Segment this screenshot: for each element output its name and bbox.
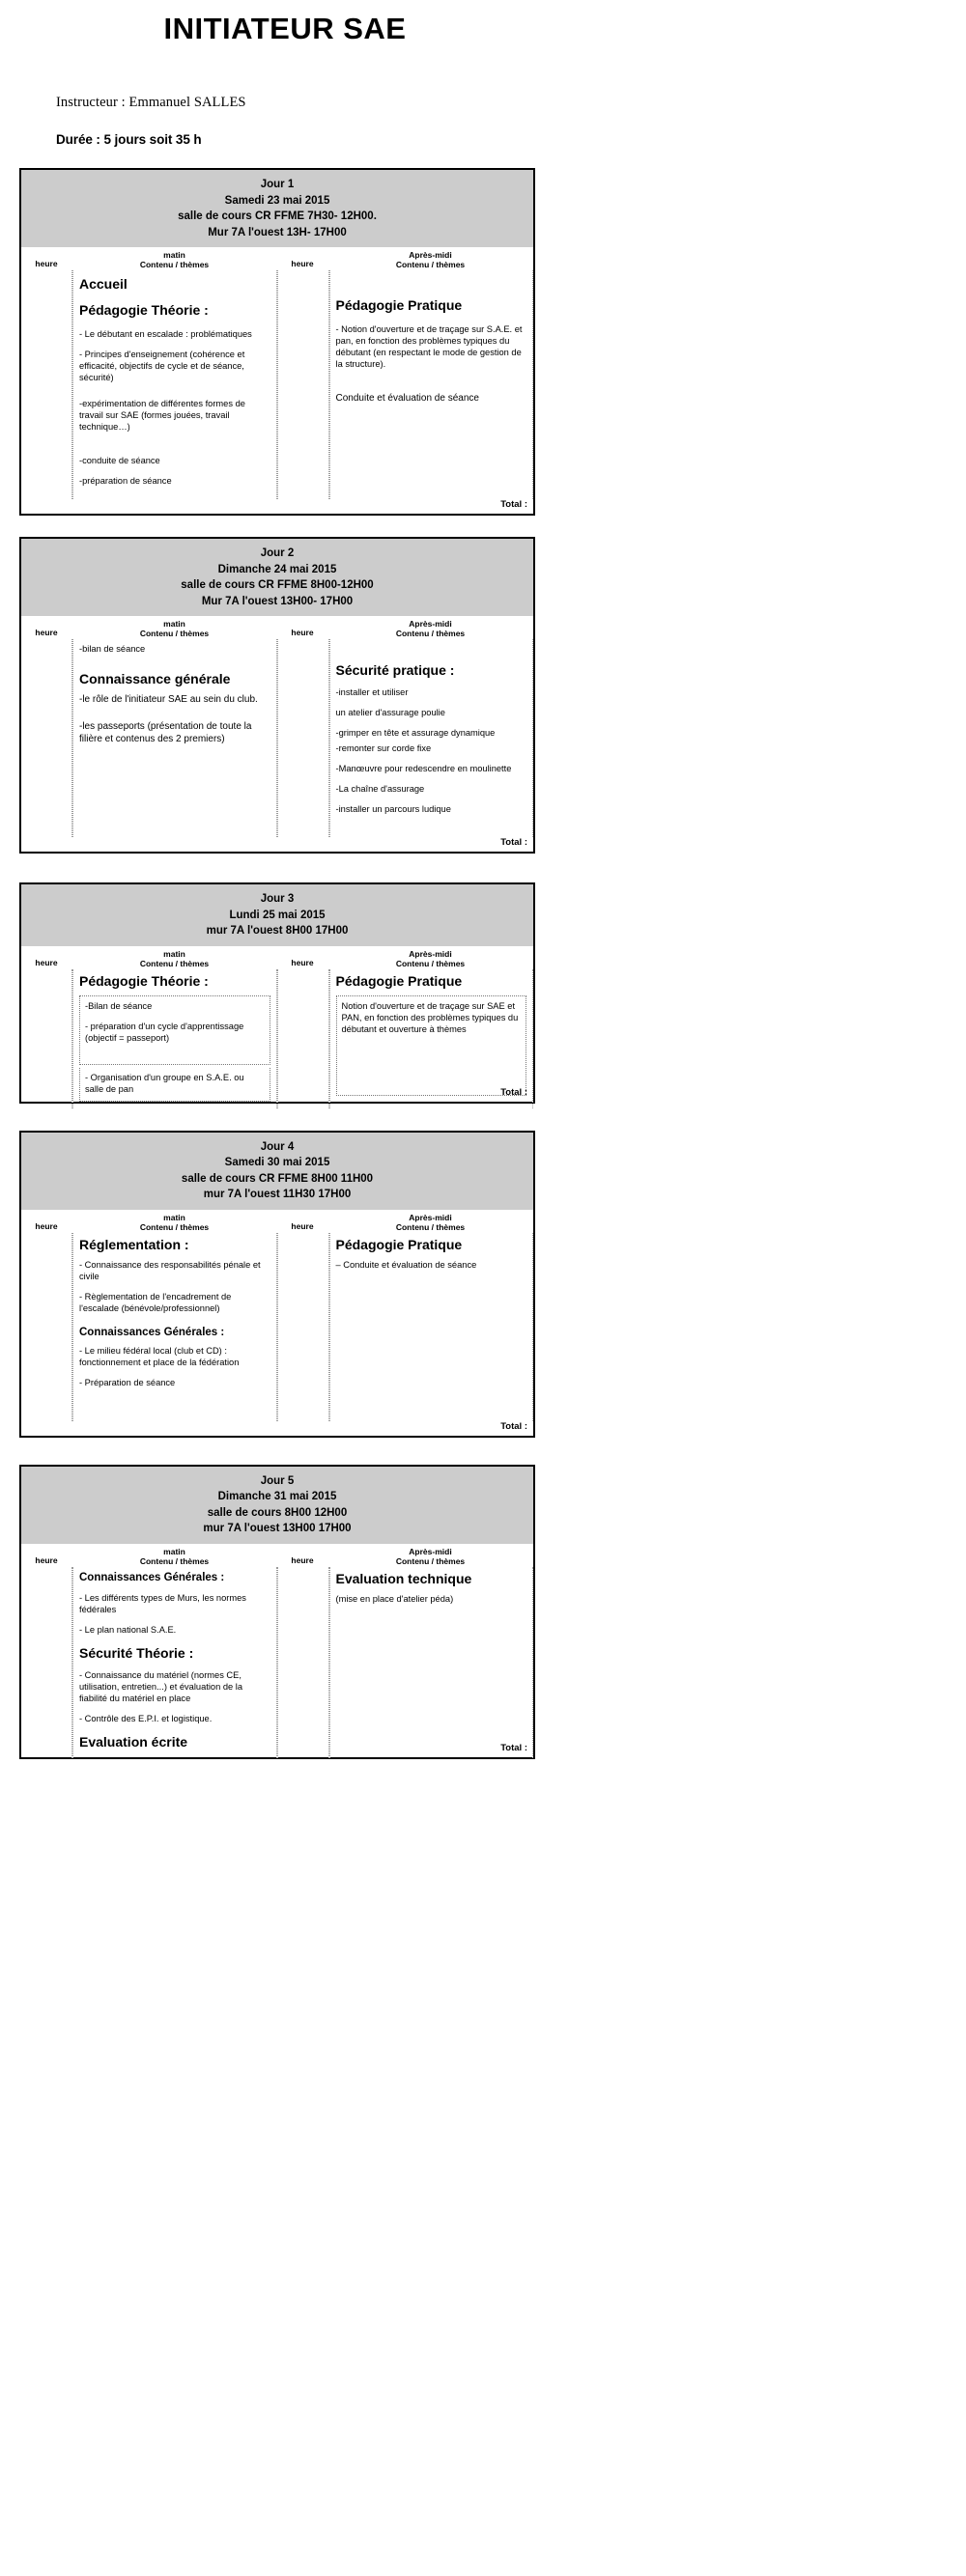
columns-header [21, 946, 533, 969]
content-line: -préparation de séance [79, 476, 172, 486]
column-label-heure-morning: heure [35, 259, 58, 268]
content-column-afternoon [329, 1233, 534, 1421]
section-subheading: Connaissances Générales : [79, 1326, 225, 1338]
column-label-matin: matin [163, 1546, 185, 1556]
hour-column-morning [21, 1567, 72, 1758]
column-label-apres-midi: Après-midi [409, 1212, 452, 1222]
day-block-jour-4 [19, 1131, 535, 1438]
day-block-jour-1 [19, 168, 535, 516]
day-header-line: Dimanche 24 mai 2015 [217, 563, 337, 575]
column-label-heure-morning: heure [35, 1220, 58, 1231]
total-label: Total : [500, 499, 527, 510]
boxed-content [79, 995, 270, 1065]
day-header-line: Samedi 30 mai 2015 [224, 1157, 330, 1168]
total-label: Total : [500, 837, 527, 848]
column-label-heure-afternoon: heure [291, 628, 314, 637]
column-label-morning [71, 619, 277, 638]
total-row [21, 1421, 533, 1436]
content-column-afternoon [329, 1567, 534, 1758]
column-label-heure-morning: heure [35, 1554, 58, 1565]
total-row [21, 499, 533, 514]
day-block-jour-2 [19, 537, 535, 854]
content-line: -conduite de séance [79, 456, 160, 465]
day-header-jour-2 [21, 539, 533, 616]
column-label-morning [71, 949, 277, 968]
columns-body [21, 969, 533, 1108]
hour-column-morning [21, 1233, 72, 1421]
hour-column-afternoon [277, 270, 329, 499]
content-line: -les passeports (présentation de toute la filière et contenus des 2 premiers) [79, 721, 252, 744]
section-heading: Accueil [79, 276, 128, 292]
day-header-jour-1 [21, 170, 533, 247]
column-label-contenu: Contenu / thèmes [139, 260, 210, 269]
content-column-morning [72, 639, 277, 837]
column-label-matin: matin [163, 250, 185, 260]
column-label-contenu: Contenu / thèmes [395, 958, 466, 968]
spacer [79, 441, 270, 455]
content-line: - Les différents types de Murs, les normes fédérales [79, 1592, 246, 1614]
column-label-contenu: Contenu / thèmes [139, 1221, 210, 1232]
columns-header [21, 1210, 533, 1233]
content-line: -remonter sur corde fixe [335, 743, 432, 753]
hour-column-morning [21, 270, 72, 499]
column-label-afternoon [327, 1547, 533, 1566]
columns-header [21, 616, 533, 639]
section-heading: Pédagogie Pratique [335, 297, 463, 313]
content-line: -Bilan de séance [85, 1000, 153, 1011]
spacer [336, 378, 527, 392]
content-column-morning [72, 270, 277, 499]
content-line: -grimper en tête et assurage dynamique [335, 728, 496, 738]
day-header-line: Jour 4 [260, 1140, 295, 1153]
boxed-content-secondary [79, 1068, 270, 1102]
columns-header [21, 247, 533, 270]
column-label-afternoon [327, 949, 533, 968]
content-line: -le rôle de l'initiateur SAE au sein du club. [79, 694, 258, 705]
columns-body [21, 639, 533, 837]
hour-column-afternoon [277, 1567, 329, 1758]
column-label-heure-morning: heure [35, 628, 58, 637]
column-label-apres-midi: Après-midi [409, 619, 452, 629]
section-heading: Pédagogie Théorie : [79, 972, 209, 989]
day-header-line: salle de cours CR FFME 7H30- 12H00. [178, 210, 377, 222]
column-label-contenu: Contenu / thèmes [395, 260, 466, 269]
page-title: INITIATEUR SAE [163, 12, 407, 45]
content-line: - Préparation de séance [79, 1377, 176, 1387]
section-subheading: Connaissances Générales : [79, 1571, 225, 1583]
hour-column-afternoon [277, 1233, 329, 1421]
content-line: - Le plan national S.A.E. [79, 1624, 177, 1635]
day-header-line: Jour 3 [260, 893, 295, 905]
content-line: - Notion d'ouverture et de traçage sur S.A.E. et pan, en fonction des problèmes typiques du débutant (en respectant le mode de gestion de la structure). [335, 324, 523, 369]
content-line: - Connaissance des responsabilités pénale et civile [79, 1259, 261, 1281]
day-header-jour-3 [21, 884, 533, 946]
column-label-apres-midi: Après-midi [409, 1546, 452, 1556]
content-line: -installer un parcours ludique [335, 804, 451, 814]
column-label-contenu: Contenu / thèmes [139, 1555, 210, 1566]
section-heading: Pédagogie Théorie : [79, 302, 209, 318]
column-label-heure-afternoon: heure [291, 957, 314, 967]
content-line: -installer et utiliser [335, 687, 409, 697]
content-line: - Organisation d'un groupe en S.A.E. ou salle de pan [85, 1072, 244, 1094]
column-label-matin: matin [163, 619, 185, 629]
columns-body [21, 270, 533, 499]
column-label-contenu: Contenu / thèmes [139, 958, 210, 968]
day-header-line: Lundi 25 mai 2015 [229, 909, 326, 921]
hour-column-morning [21, 969, 72, 1108]
hour-column-afternoon [277, 969, 329, 1108]
day-header-line: salle de cours CR FFME 8H00-12H00 [181, 579, 374, 591]
columns-header [21, 1544, 533, 1567]
day-header-line: Mur 7A l'ouest 13H- 17H00 [208, 226, 347, 238]
total-label: Total : [500, 1420, 527, 1432]
column-label-afternoon [327, 250, 533, 269]
column-label-contenu: Contenu / thèmes [395, 1221, 466, 1232]
content-line: - Connaissance du matériel (normes CE, utilisation, entretien...) et évaluation de la fiabilité du matériel en place [79, 1669, 242, 1703]
day-header-line: Jour 5 [260, 1474, 295, 1487]
spacer [79, 663, 270, 669]
section-heading: Evaluation écrite [79, 1733, 188, 1750]
day-header-jour-5 [21, 1467, 533, 1544]
section-heading: Sécurité pratique : [335, 662, 455, 678]
day-block-jour-3 [19, 882, 535, 1104]
content-line: - Contrôle des E.P.I. et logistique. [79, 1713, 213, 1723]
content-line: Notion d'ouverture et de traçage sur SAE et PAN, en fonction des problèmes typiques du débutant et ouverture à thèmes [341, 1000, 519, 1034]
day-block-jour-5 [19, 1465, 535, 1759]
content-line: -bilan de séance [79, 644, 146, 654]
boxed-content [336, 995, 527, 1096]
content-column-morning [72, 1233, 277, 1421]
content-column-morning [72, 1567, 277, 1758]
day-header-line: mur 7A l'ouest 8H00 17H00 [206, 925, 349, 937]
column-label-contenu: Contenu / thèmes [395, 1555, 466, 1566]
content-line: -La chaîne d'assurage [335, 784, 425, 794]
day-header-line: salle de cours CR FFME 8H00 11H00 [181, 1172, 374, 1185]
column-label-heure-afternoon: heure [291, 1220, 314, 1231]
content-line: - Règlementation de l'encadrement de l'escalade (bénévole/professionnel) [79, 1291, 232, 1313]
day-header-line: Jour 1 [260, 179, 295, 190]
day-header-line: Jour 2 [260, 547, 295, 559]
content-line: - Principes d'enseignement (cohérence et efficacité, objectifs de cycle et de séance, sécurité) [79, 350, 245, 382]
content-column-afternoon [329, 639, 534, 837]
column-label-contenu: Contenu / thèmes [139, 629, 210, 638]
section-heading: Sécurité Théorie : [79, 1644, 194, 1661]
section-heading: Connaissance générale [79, 671, 231, 686]
content-line: -Manœuvre pour redescendre en moulinette [335, 764, 512, 773]
day-header-line: Samedi 23 mai 2015 [224, 194, 330, 207]
day-header-jour-4 [21, 1133, 533, 1210]
content-column-afternoon [329, 270, 534, 499]
content-line: - préparation d'un cycle d'apprentissage (objectif = passeport) [85, 1021, 244, 1043]
content-line: (mise en place d'atelier péda) [335, 1593, 454, 1604]
content-line: Conduite et évaluation de séance [335, 393, 479, 404]
column-label-apres-midi: Après-midi [409, 250, 452, 260]
day-header-line: Mur 7A l'ouest 13H00- 17H00 [201, 595, 354, 607]
column-label-heure-morning: heure [35, 957, 58, 967]
column-label-morning [71, 250, 277, 269]
day-header-line: mur 7A l'ouest 11H30 17H00 [203, 1189, 352, 1200]
day-header-line: mur 7A l'ouest 13H00 17H00 [203, 1523, 352, 1534]
section-heading: Pédagogie Pratique [335, 1236, 463, 1252]
columns-body [21, 1233, 533, 1421]
section-heading: Réglementation : [79, 1236, 189, 1252]
column-label-matin: matin [163, 1212, 185, 1222]
column-label-heure-afternoon: heure [291, 1554, 314, 1565]
day-header-line: salle de cours 8H00 12H00 [207, 1506, 348, 1519]
content-line: - Le débutant en escalade : problématiques [79, 329, 252, 339]
day-header-line: Dimanche 31 mai 2015 [217, 1491, 337, 1502]
total-row [21, 837, 533, 852]
section-heading: Evaluation technique [335, 1570, 472, 1586]
instructor-line: Instructeur : Emmanuel SALLES [56, 95, 246, 110]
column-label-morning [71, 1213, 277, 1232]
column-label-afternoon [327, 619, 533, 638]
content-line: un atelier d'assurage poulie [335, 708, 445, 717]
column-label-afternoon [327, 1213, 533, 1232]
column-label-matin: matin [163, 948, 185, 959]
content-line: - Le milieu fédéral local (club et CD) : fonctionnement et place de la fédération [79, 1345, 240, 1367]
column-label-contenu: Contenu / thèmes [395, 629, 466, 638]
content-column-morning [72, 969, 277, 1108]
hour-column-afternoon [277, 639, 329, 837]
meta-block [0, 95, 570, 147]
content-line: – Conduite et évaluation de séance [335, 1259, 477, 1270]
total-label: Total : [500, 1742, 527, 1753]
column-label-heure-afternoon: heure [291, 259, 314, 268]
columns-body [21, 1567, 533, 1758]
hour-column-morning [21, 639, 72, 837]
column-label-apres-midi: Après-midi [409, 948, 452, 959]
duration-line: Durée : 5 jours soit 35 h [56, 132, 202, 147]
total-label: Total : [500, 1086, 527, 1098]
content-line: -expérimentation de différentes formes de travail sur SAE (formes jouées, travail technique…) [79, 399, 245, 432]
column-label-morning [71, 1547, 277, 1566]
section-heading: Pédagogie Pratique [335, 972, 463, 989]
